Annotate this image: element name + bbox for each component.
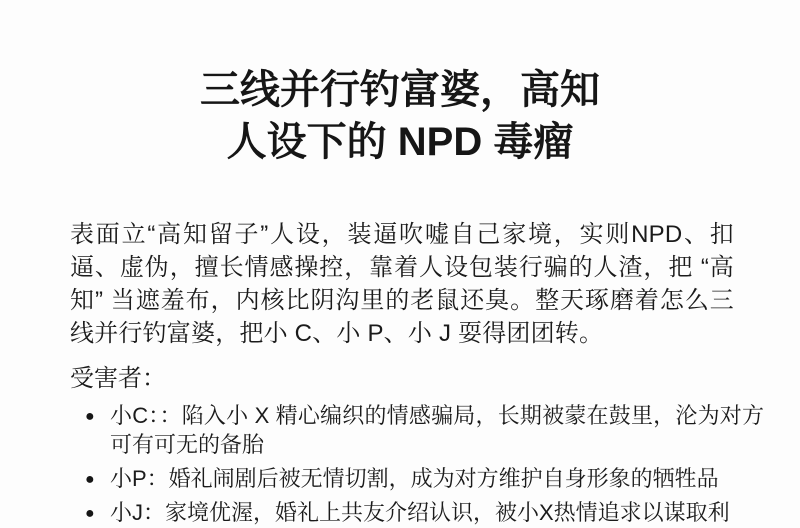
bullet-icon: ●	[85, 408, 95, 425]
page-title	[0, 0, 800, 168]
bullet-icon: ●	[85, 471, 95, 488]
victim-item-text: 小P：婚礼闹剧后被无情切割，成为对方维护自身形象的牺牲品	[110, 466, 719, 491]
victim-item-text: 小C：：陷入小 X 精心编织的情感骗局，长期被蒙在鼓里，沦为对方可有可无的备胎	[110, 403, 764, 457]
body-paragraph: 表面立“高知留子”人设，装逼吹嘘自己家境，实则NPD、扣逼、虚伪，擅长情感操控，靠着人设包装行骗的人渣，把 “高知” 当遮羞布，内核比阴沟里的老鼠还臭。整天琢磨着怎么三线并行钓富婆，把小 C、小 P、小 J 耍得团团转。	[70, 221, 734, 347]
victim-item-text: 小J：家境优渥，婚礼上共友介绍认识，被小X热情追求以谋取利	[110, 500, 730, 525]
victim-item-xiao-j	[85, 498, 764, 527]
victim-item-xiao-p	[85, 464, 764, 493]
title-line-2: 人设下的 NPD 毒瘤	[226, 120, 574, 164]
victims-heading: 受害者：	[70, 365, 166, 392]
bullet-icon: ●	[85, 505, 95, 522]
victim-item-xiao-c	[85, 401, 764, 459]
victims-list	[0, 401, 800, 527]
title-line-1: 三线并行钓富婆，高知	[200, 68, 600, 112]
